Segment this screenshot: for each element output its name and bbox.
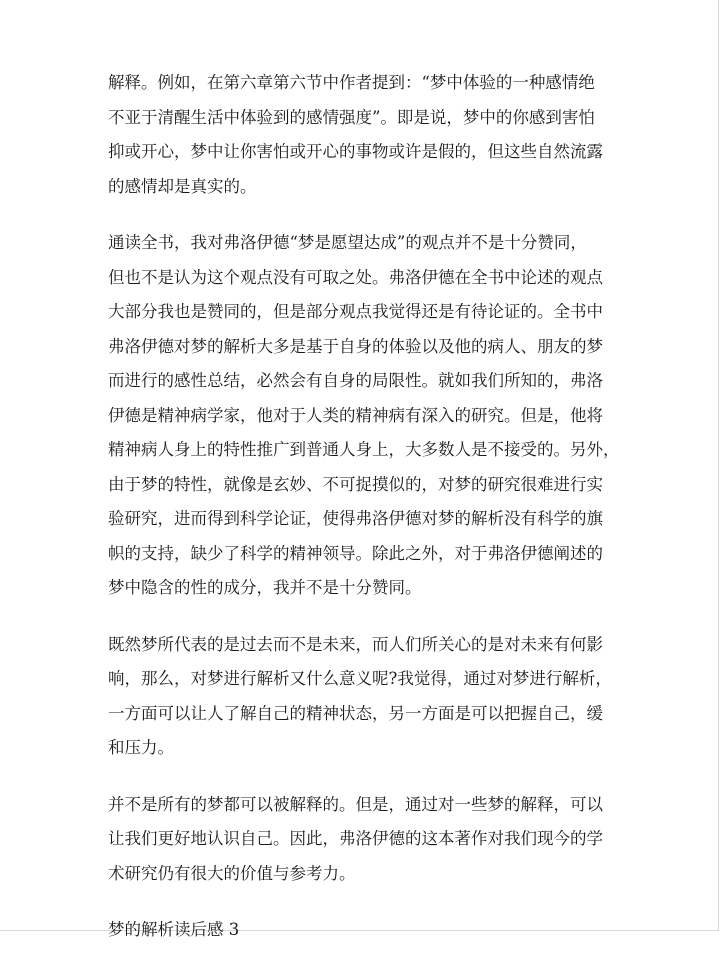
document-body	[108, 66, 628, 970]
text-line: 响，那么，对梦进行解析又什么意义呢?我觉得，通过对梦进行解析，	[108, 669, 612, 688]
paragraph-3	[108, 628, 628, 766]
text-line: 而进行的感性总结，必然会有自身的局限性。就如我们所知的，弗洛	[108, 371, 603, 390]
text-line: 术研究仍有很大的价值与参考力。	[108, 863, 356, 883]
text-line: 抑或开心，梦中让你害怕或开心的事物或许是假的，但这些自然流露	[108, 142, 603, 161]
text-line: 验研究，进而得到科学论证，使得弗洛伊德对梦的解析没有科学的旗	[108, 509, 603, 528]
text-line: 解释。例如，在第六章第六节中作者提到：“梦中体验的一种感情绝	[108, 73, 595, 92]
section-heading	[108, 913, 628, 948]
text-line: 大部分我也是赞同的，但是部分观点我觉得还是有待论证的。全书中	[108, 302, 603, 321]
section-heading-text: 梦的解析读后感 3	[108, 920, 240, 939]
paragraph-2	[108, 226, 628, 606]
text-line: 弗洛伊德对梦的解析大多是基于自身的体验以及他的病人、朋友的梦	[108, 336, 603, 356]
text-line: 的感情却是真实的。	[108, 176, 257, 196]
text-line: 让我们更好地认识自己。因此，弗洛伊德的这本著作对我们现今的学	[108, 829, 603, 848]
text-line: 既然梦所代表的是过去而不是未来，而人们所关心的是对未来有何影	[108, 634, 603, 654]
text-line: 通读全书，我对弗洛伊德“梦是愿望达成”的观点并不是十分赞同，	[108, 233, 587, 252]
text-line: 并不是所有的梦都可以被解释的。但是，通过对一些梦的解释，可以	[108, 794, 603, 814]
text-line: 由于梦的特性，就像是玄妙、不可捉摸似的，对梦的研究很难进行实	[108, 474, 603, 494]
text-line: 但也不是认为这个观点没有可取之处。弗洛伊德在全书中论述的观点	[108, 267, 603, 287]
text-line: 帜的支持，缺少了科学的精神领导。除此之外，对于弗洛伊德阐述的	[108, 543, 603, 563]
text-line: 梦中隐含的性的成分，我并不是十分赞同。	[108, 578, 422, 597]
text-line: 一方面可以让人了解自己的精神状态，另一方面是可以把握自己，缓	[108, 703, 603, 723]
text-line: 和压力。	[108, 738, 174, 757]
text-line: 伊德是精神病学家，他对于人类的精神病有深入的研究。但是，他将	[108, 405, 603, 425]
paragraph-4	[108, 788, 628, 892]
paragraph-1	[108, 66, 628, 204]
text-line: 不亚于清醒生活中体验到的感情强度”。即是说，梦中的你感到害怕	[108, 107, 595, 127]
text-line: 精神病人身上的特性推广到普通人身上，大多数人是不接受的。另外，	[108, 440, 620, 459]
